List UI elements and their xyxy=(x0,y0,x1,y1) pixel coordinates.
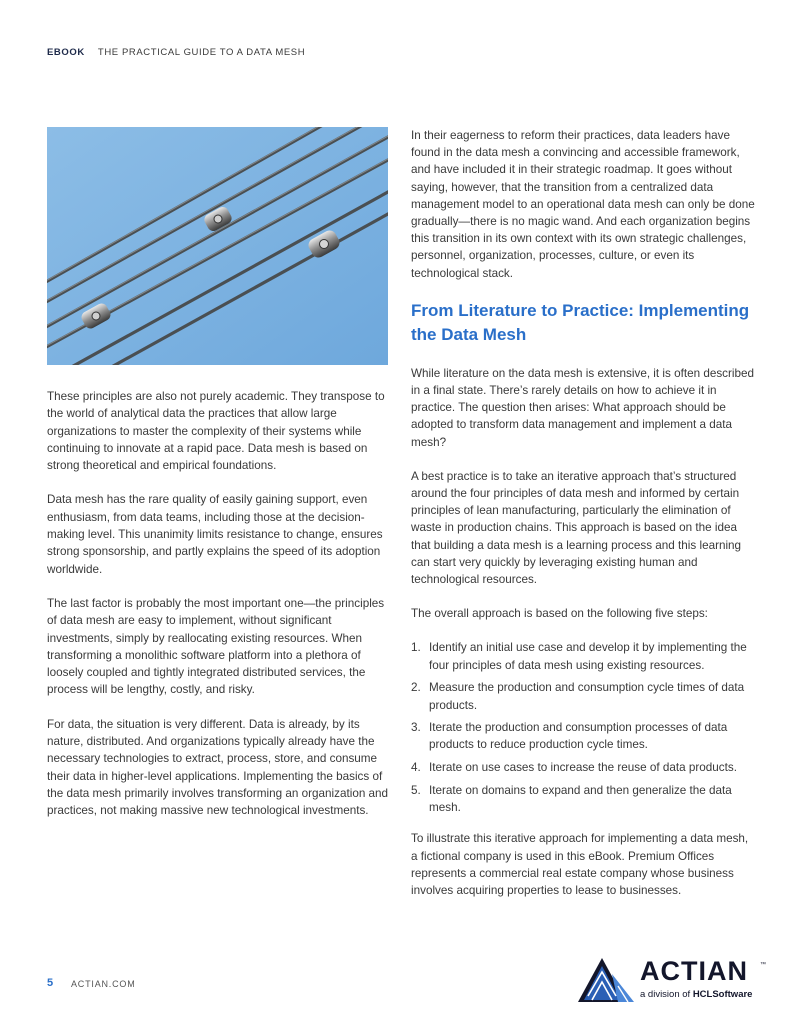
logo-tagline-brand: HCLSoftware xyxy=(692,989,753,1000)
header-title: THE PRACTICAL GUIDE TO A DATA MESH xyxy=(97,47,306,58)
cables-photo xyxy=(47,127,388,365)
left-paragraph-4: For data, the situation is very different. Data is already, by its nature, distributed. And organizations typically already have the necessary technologies to extract, process, store, and consume their data in higher-level applications. Implementing the basics of the data mesh primarily involves transforming an organization and practices, not making massive new technological investments. xyxy=(47,717,389,818)
right-paragraph-1: While literature on the data mesh is extensive, it is often described in a final state. There’s rarely details on how to achieve it in practice. The question then arises: What approach should be adopted to transform data management and implement a data mesh? xyxy=(411,366,755,449)
step-text: Iterate on use cases to increase the reuse of data products. xyxy=(429,761,737,775)
right-column xyxy=(411,127,756,916)
header-label: EBOOK xyxy=(47,47,85,58)
step-number: 2. xyxy=(411,681,421,695)
page-number: 5 xyxy=(47,977,54,989)
logo-tagline xyxy=(640,989,752,1000)
step-text: Iterate on domains to expand and then generalize the data mesh. xyxy=(429,783,732,815)
step-number: 5. xyxy=(411,783,421,797)
page-header xyxy=(47,47,305,58)
steps-list xyxy=(411,639,756,816)
left-paragraph-3: The last factor is probably the most important one—the principles of data mesh are easy to implement, without significant investments, simply by reallocating existing resources. When transforming a monolithic software platform into a plethora of loosely coupled and tightly integrated distributed services, the process will be lengthy, costly, and risky. xyxy=(47,596,385,697)
right-paragraph-3: The overall approach is based on the following five steps: xyxy=(411,607,708,621)
step-number: 4. xyxy=(411,761,421,775)
step-text: Identify an initial use case and develop it by implementing the four principles of data mesh using existing resources. xyxy=(429,641,747,672)
intro-paragraph: In their eagerness to reform their practices, data leaders have found in the data mesh a convincing and accessible framework, and have included it in their strategic roadmap. It goes without saying, however, that the transition from a centralized data management model to an operational data mesh can only be done gradually—there is no magic wand. And each organization begins this transition in its own context with its own strategic challenges, personnel, organization, processes, culture, or even its technological stack. xyxy=(411,129,755,280)
footer-site-link[interactable]: ACTIAN.COM xyxy=(71,979,136,989)
step-number: 3. xyxy=(411,721,421,735)
logo-tagline-prefix: a division of xyxy=(640,989,693,1000)
left-paragraph-2: Data mesh has the rare quality of easily gaining support, even enthusiasm, from data teams, including those at the decision-making level. This unanimity limits resistance to change, ensures strong sponsorship, and partly explains the speed of its adoption worldwide. xyxy=(47,493,383,576)
list-item xyxy=(411,639,756,673)
step-text: Iterate the production and consumption processes of data products to reduce production cycle times. xyxy=(429,721,728,752)
list-item xyxy=(411,782,756,816)
section-heading: From Literature to Practice: Implementing the Data Mesh xyxy=(411,300,750,344)
actian-logo xyxy=(578,956,768,1004)
list-item xyxy=(411,719,756,753)
actian-mountain-icon xyxy=(578,956,634,1004)
step-text: Measure the production and consumption cycle times of data products. xyxy=(429,681,745,712)
list-item xyxy=(411,679,756,713)
left-column xyxy=(47,388,390,837)
right-paragraph-2: A best practice is to take an iterative approach that’s structured around the four principles of data mesh and informed by certain principles of lean manufacturing, particularly the elimination of waste in production chains. This approach is based on the idea that building a data mesh is a learning process and this learning can start very quickly by leveraging existing human and technological resources. xyxy=(411,469,742,587)
closing-paragraph: To illustrate this iterative approach for implementing a data mesh, a fictional company is used in this eBook. Premium Offices represents a commercial real estate company whose business involves acquiring properties to lease to businesses. xyxy=(411,832,749,897)
list-item xyxy=(411,759,756,776)
logo-trademark: ™ xyxy=(760,962,766,968)
step-number: 1. xyxy=(411,641,421,655)
left-paragraph-1: These principles are also not purely academic. They transpose to the world of analytical data the practices that allow large organizations to master the complexity of their systems while continuing to innovate at a rapid pace. Data mesh is based on strong theoretical and empirical foundations. xyxy=(47,390,385,473)
logo-wordmark: ACTIAN xyxy=(640,956,748,986)
